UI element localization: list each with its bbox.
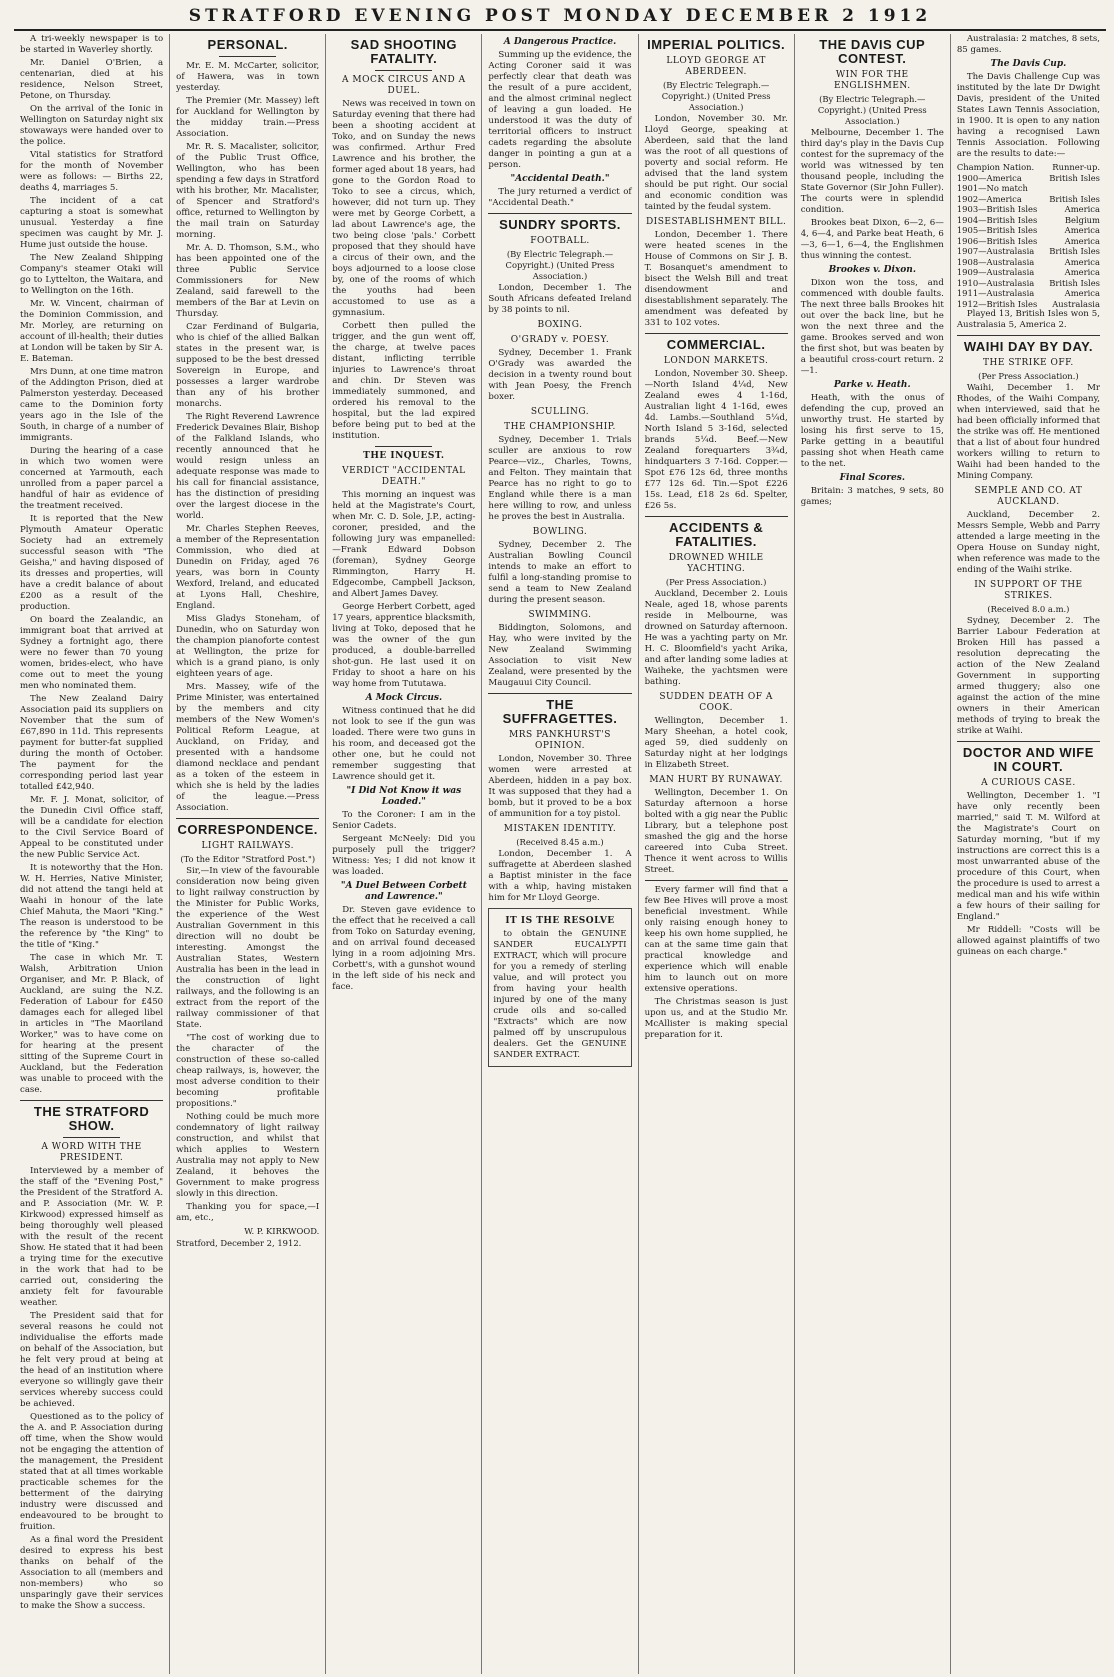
subheadline: LLOYD GEORGE AT ABERDEEN. [666, 56, 766, 77]
paragraph: Waihi, December 1. Mr Rhodes, of the Waihi Company, when interviewed, said that he had been officially informed that the strike was off. He mentioned that a list of about four hundred workers willing to return to Waihi had been handed to the Mining Company. [956, 383, 1100, 481]
table-cell: 1902—America [956, 193, 1022, 204]
subheadline: DROWNED WHILE YACHTING. [668, 553, 764, 574]
table-cell: 1906—British Isles [956, 235, 1038, 246]
paragraph: A tri-weekly newspaper is to be started in Waverley shortly. [20, 34, 164, 55]
headline-shooting-fatality: SAD SHOOTING FATALITY. [350, 37, 458, 66]
table-row [957, 225, 1100, 236]
letter-date: Stratford, December 2, 1912. [176, 1238, 302, 1248]
table-cell: America [1064, 256, 1100, 267]
headline-imperial-politics: IMPERIAL POLITICS. [647, 37, 786, 52]
paragraph: During the hearing of a case in which two women were concerned at Yarmouth, each unrolled from a paper parcel a handful of hair as evidence of the treatment received. [20, 446, 164, 511]
column-1 [14, 34, 170, 1674]
paragraph: London, December 1. The South Africans defeated Ireland by 38 points to nil. [488, 283, 632, 315]
divider [645, 333, 788, 334]
paragraph: Sydney, December 2. The Australian Bowling Council intends to make an effort to fulfil a long-standing promise to send a team to New Zealand during the present season. [488, 540, 632, 605]
column-3 [326, 34, 482, 1674]
paragraph: London, November 30. Mr. Lloyd George, speaking at Aberdeen, said that the land was the root of all questions of poverty and social reform. He advised that the land system should be put right. Our social and economic condition was tainted by the feudal system. [644, 114, 788, 212]
editor-note: (To the Editor "Stratford Post.") [180, 854, 316, 864]
headline-waihi: WAIHI DAY BY DAY. [963, 339, 1093, 354]
table-cell: British Isles [1049, 193, 1100, 204]
paragraph: The President said that for several reasons he could not individualise the efforts made on behalf of the Association, but he felt very proud at being at the head of an institution where everyone so willingly gave their services whereby success could be achieved. [20, 1311, 164, 1409]
headline-doctor-wife: DOCTOR AND WIFE IN COURT. [962, 745, 1094, 774]
paragraph: Questioned as to the policy of the A. and P. Association during off time, when the Show would not be engaging the attention of the management, the President stated that at all times workable practicable schemes for the betterment of the dairying industry were discussed and endeavoured to be brought to fruition. [20, 1412, 164, 1532]
table-row [957, 267, 1100, 278]
paragraph: Australasia: 2 matches, 8 sets, 85 games. [956, 34, 1100, 55]
received-note: (Received 8.45 a.m.) [516, 837, 604, 847]
table-row [957, 183, 1100, 194]
table-header: Runner-up. [1052, 162, 1100, 172]
table-cell: 1900—America [956, 172, 1022, 183]
crosshead: "I Did Not Know it was Loaded." [346, 786, 462, 807]
credit: (Per Press Association.) [665, 577, 767, 587]
table-cell: 1911—Australasia [956, 288, 1035, 298]
headline-suffragettes: THE SUFFRAGETTES. [502, 697, 618, 726]
column-7 [951, 34, 1106, 1674]
paragraph: Britain: 3 matches, 9 sets, 80 games; [800, 486, 944, 507]
table-cell: 1903—British Isles [956, 204, 1038, 214]
subheadline: FOOTBALL. [530, 236, 590, 246]
crosshead: A Mock Circus. [365, 693, 443, 703]
divider [488, 213, 631, 214]
table-cell: 1912—British Isles [956, 298, 1038, 309]
subheadline: MAN HURT BY RUNAWAY. [649, 775, 783, 785]
divider [645, 880, 788, 881]
crosshead: A Dangerous Practice. [503, 37, 617, 47]
paragraph: Played 13, British Isles won 5, Australasia 5, America 2. [956, 309, 1100, 330]
paragraph: Mr. R. S. Macalister, solicitor, of the Public Trust Office, Wellington, who has been spending a few days in Stratford with his brother, Mr. Macalister, of Spencer and Stratford's office, returned to Wellington by the mail train on Saturday morning. [176, 142, 320, 240]
paragraph: Mr. F. J. Monat, solicitor, of the Dunedin Civil Office staff, will be a candidate for election to the Civil Service Board of Appeal to be constituted under the new Public Service Act. [20, 795, 164, 860]
subheadline: LIGHT RAILWAYS. [201, 841, 294, 851]
paragraph: Sydney, December 1. Frank O'Grady was awarded the decision in a twenty round bout with Jean Poesy, the French boxer. [488, 348, 632, 402]
table-cell: British Isles [1049, 246, 1100, 256]
table-row [957, 288, 1100, 299]
table-cell [1045, 183, 1100, 194]
paragraph: On board the Zealandic, an immigrant boat that arrived at Sydney a fortnight ago, there were no fewer than 70 young women, brides-elect, who have come out to meet the young men who nominated them. [20, 615, 164, 691]
paragraph: Melbourne, December 1. The third day's play in the Davis Cup contest for the supremacy of the world was witnessed by ten thousand people, including the State Governor (Sir John Fuller). The courts were in splendid condition. [800, 128, 944, 215]
paragraph: Dixon won the toss, and commenced with double faults. The next three balls Brookes hit out over the back line, but he won the next three and the game. Brookes served and won the first shot, but was beaten by a beautiful cross-court return. 2—1. [800, 278, 944, 376]
divider [957, 741, 1100, 742]
divider [375, 70, 432, 71]
table-cell: 1907—Australasia [956, 246, 1035, 256]
subheadline: DISESTABLISHMENT BILL. [645, 217, 787, 227]
subheadline: A CURIOUS CASE. [981, 778, 1076, 788]
subheadline: MISTAKEN IDENTITY. [503, 824, 617, 834]
paragraph: London, December 1. There were heated scenes in the House of Commons on Sir J. B. T. Bosanquet's amendment to bisect the Welsh Bill and treat disendowment and disestablishment separately. The amendment was defeated by 331 to 102 votes. [644, 230, 788, 328]
table-row [957, 173, 1100, 184]
paragraph: London, November 30. Sheep.—North Island 4¼d, New Zealand ewes 4 1-16d, Australian light 4 1-16d, ewes 4d. Lambs.—Southland 5¼d, North Island 5 3-16d, selected brands 5¼d. Beef.—New Zealand forequarters 3¾d, hindquarters 3 7-16d. Copper.—Spot £76 12s 6d, three months £77 12s 6d. Tin.—Spot £226 15s. Lead, £18 2s 6d. Spelter, £26 5s. [644, 369, 788, 511]
davis-cup-results-table [957, 162, 1100, 309]
divider [375, 446, 432, 447]
subheadline: SEMPLE AND CO. AT AUCKLAND. [974, 486, 1083, 507]
column-5 [639, 34, 795, 1674]
table-cell: 1908—Australasia [956, 256, 1035, 267]
paragraph: Auckland, December 2. Louis Neale, aged 18, whose parents reside in Melbourne, was drowned on Saturday afternoon. He was a yachting party on Mr. H. C. Bloomfield's yacht Arika, and after landing some ladies at Waiheke, the yachtsmen were bathing. [644, 589, 788, 687]
paragraph: It is reported that the New Plymouth Amateur Operatic Society had an extremely successful season with "The Geisha," and having disposed of its dresses and properties, will have a credit balance of about £200 as a result of the production. [20, 514, 164, 612]
credit: (By Electric Telegraph.—Copyright.) (United Press Association.) [817, 94, 927, 126]
advertisement [488, 908, 631, 1067]
table-cell: America [1064, 225, 1100, 235]
paragraph: Heath, with the onus of defending the cup, proved an unworthy trust. He started by losing his first serve to 15, Parke getting in a beautiful passing shot when Heath came to the net. [800, 393, 944, 469]
table-cell: British Isles [1049, 277, 1100, 288]
paragraph: It is noteworthy that the Hon. W. H. Herries, Native Minister, did not attend the tangi held at Waahi in honour of the late Chief Mahuta, the Maori "King." The reason is understood to be the reference by "the King" to the title of "King." [20, 863, 164, 950]
table-row [957, 299, 1100, 310]
table-header: Champion Nation. [956, 162, 1035, 172]
divider [63, 1137, 120, 1138]
table-header-row [957, 162, 1100, 173]
table-cell: America [1064, 288, 1100, 298]
paragraph: Interviewed by a member of the staff of the "Evening Post," the President of the Stratford A. and P. Association (Mr. W. P. Kirkwood) expressed himself as being thoroughly well pleased with the result of the recent Show. He stated that it had been a trying time for the executive in the work that had to be carried out, considering the anxiety felt for favourable weather. [20, 1166, 164, 1308]
headline-accidents: ACCIDENTS & FATALITIES. [668, 520, 764, 549]
column-6 [795, 34, 951, 1674]
table-cell: 1910—Australasia [956, 277, 1035, 288]
table-cell: 1905—British Isles [956, 225, 1038, 235]
paragraph: London, November 30. Three women were arrested at Aberdeen, hidden in a pay box. It was supposed that they had a bomb, but it proved to be a box of ammunition for a toy pistol. [488, 754, 632, 819]
credit: (By Electric Telegraph.—Copyright.) (United Press Association.) [505, 249, 615, 281]
paragraph: Mr. W. Vincent, chairman of the Dominion Commission, and Mr. Morley, are returning on account of ill-health; their duties at London will be taken by Sir A. E. Bateman. [20, 299, 164, 364]
divider [176, 818, 319, 819]
paragraph: Brookes beat Dixon, 6—2, 6—4, 6—4, and Parke beat Heath, 6—3, 6—1, 6—4, the Englishmen thus winning the contest. [800, 218, 944, 261]
paragraph: George Herbert Corbett, aged 17 years, apprentice blacksmith, living at Toko, deposed that he was the owner of the gun produced, a double-barrelled shot-gun. He last used it on Friday to shoot a hare on his way home from Tututawa. [332, 602, 476, 689]
columns [14, 34, 1106, 1674]
paragraph: On the arrival of the Ionic in Wellington on Saturday night six stowaways were handed over to the police. [20, 104, 164, 147]
paragraph: To the Coroner: I am in the Senior Cadets. [332, 810, 476, 831]
table-row [957, 278, 1100, 289]
paragraph: Wellington, December 1. "I have only recently been married," said T. M. Wilford at the Magistrate's Court on Saturday morning, "but if my instructions are correct this is a most unwarranted abuse of the procedure of this Court, when the procedure is used to arrest a medical man and his wife within a few hours of their sailing for England." [956, 791, 1100, 922]
paragraph: London, December 1. A suffragette at Aberdeen slashed a Baptist minister in the face with a whip, having mistaken him for Mr Lloyd George. [488, 849, 632, 903]
ad-headline: IT IS THE RESOLVE [505, 916, 615, 926]
subheadline: SWIMMING. [528, 610, 592, 620]
headline-sundry-sports: SUNDRY SPORTS. [499, 217, 621, 232]
table-row [957, 194, 1100, 205]
table-cell: 1901—No match [956, 183, 1028, 193]
paragraph: "The cost of working due to the character of the construction of these so-called cheap railways, is, however, the most adverse condition to their becoming profitable propositions." [176, 1033, 320, 1109]
signature: W. P. KIRKWOOD. [244, 1226, 320, 1236]
paragraph: Auckland, December 2. Messrs Semple, Webb and Parry attended a large meeting in the Opera House on Sunday night, when reference was made to the ending of the Waihi strike. [956, 510, 1100, 575]
paragraph: The jury returned a verdict of "Accidental Death." [488, 187, 632, 208]
paragraph: Mr Riddell: "Costs will be allowed against plaintiffs of two guineas on each charge." [956, 925, 1100, 957]
received-note: (Received 8.0 a.m.) [987, 604, 1070, 614]
table-cell: British Isles [1049, 172, 1100, 183]
paragraph: Czar Ferdinand of Bulgaria, who is chief of the allied Balkan states in the present war, is supposed to be the best dressed Sovereign in Europe, and possesses a larger wardrobe than any of his brother monarchs. [176, 322, 320, 409]
table-row [957, 215, 1100, 226]
paragraph: Dr. Steven gave evidence to the effect that he received a call from Toko on Saturday evening, and on arrival found deceased lying in a room adjoining Mrs. Corbett's, with a gunshot wound in the left side of his neck and face. [332, 905, 476, 992]
crosshead: Brookes v. Dixon. [828, 265, 916, 275]
subheadline: A MOCK CIRCUS AND A DUEL. [342, 75, 466, 96]
headline-commercial: COMMERCIAL. [666, 337, 766, 352]
crosshead: The Davis Cup. [990, 59, 1067, 69]
column-2 [170, 34, 326, 1674]
paragraph: Every farmer will find that a few Bee Hives will prove a most beneficial investment. While only raising enough honey to keep his own home supplied, he can at the same time gain that practical knowledge and experience which will enable him to launch out on more extensive operations. [644, 885, 788, 994]
paragraph: Mr. Daniel O'Brien, a centenarian, died at his residence, Nelson Street, Petone, on Thursday. [20, 58, 164, 101]
paragraph: This morning an inquest was held at the Magistrate's Court, when Mr. C. D. Sole, J.P., acting-coroner, presided, and the following jury was empanelled:—Frank Edward Dobson (foreman), Sydney George Rimmington, Harry H. Edgecombe, Campbell Jackson, and Albert James Davey. [332, 490, 476, 599]
subheadline: SUDDEN DEATH OF A COOK. [659, 692, 773, 713]
paragraph: Witness continued that he did not look to see if the gun was loaded. There were two guns in his room, and deceased got the other one, but he could not remember suggesting that Lawrence should get it. [332, 706, 476, 782]
subheadline: BOWLING. [532, 527, 588, 537]
paragraph: The New Zealand Shipping Company's steamer Otaki will go to Lyttelton, the Waitara, and to Wellington on the 16th. [20, 253, 164, 296]
paragraph: Mrs Dunn, at one time matron of the Addington Prison, died at Palmerston yesterday. Deceased came to the Dominion forty years ago in the Isle of the South, in charge of a number of immigrants. [20, 367, 164, 443]
paragraph: The Christmas season is just upon us, and at the Studio Mr. McAllister is making special preparation for it. [644, 997, 788, 1040]
subheadline: A WORD WITH THE PRESIDENT. [41, 1142, 142, 1163]
crosshead: "A Duel Between Corbett and Lawrence." [340, 881, 467, 902]
paragraph-list [20, 34, 163, 1096]
credit: (Per Press Association.) [978, 371, 1079, 381]
paragraph: The Davis Challenge Cup was instituted by the late Dr Dwight Davis, president of the United States Lawn Tennis Association, in 1900. It is open to any nation having a recognised Lawn Tennis Association. Following are the results to date:— [956, 72, 1100, 159]
subheadline-inquest: THE INQUEST. [363, 451, 445, 461]
subheadline: WIN FOR THE ENGLISHMEN. [833, 70, 911, 91]
paragraph: Miss Gladys Stoneham, of Dunedin, who on Saturday won the champion pianoforte contest at Wellington, the prize for which is a grand piano, is only eighteen years of age. [176, 614, 320, 679]
subheadline: SCULLING. [530, 407, 590, 417]
paragraph: Wellington, December 1. On Saturday afternoon a horse bolted with a gig near the Public Library, but a telephone post smashed the gig and the horse careered into Cuba Street. Thence it went across to Willis Street. [644, 788, 788, 875]
divider [20, 1100, 163, 1101]
paragraph: Vital statistics for Stratford for the month of November were as follows: — Births 22, deaths 4, marriages 5. [20, 150, 164, 193]
subheadline: THE STRIKE OFF. [983, 358, 1074, 368]
subheadline: BOXING. [537, 320, 583, 330]
paragraph: Mrs. Massey, wife of the Prime Minister, was entertained by the members and city members of the New Women's Political Reform League, at Auckland, on Friday, and presented with a handsome diamond necklace and pendant as a token of the esteem in which she is held by the ladies of the league.—Press Association. [176, 682, 320, 813]
subheadline: O'GRADY v. POESY. [510, 335, 610, 345]
masthead: STRATFORD EVENING POST MONDAY DECEMBER 2 1912 [14, 4, 1106, 31]
table-cell: America [1064, 235, 1100, 246]
subheadline: THE CHAMPIONSHIP. [504, 422, 616, 432]
table-row [957, 257, 1100, 268]
ad-text: to obtain the GENUINE SANDER EUCALYPTI EXTRACT, which will procure for you a remedy of sterling value, and will protect you from having your health injured by one of the many crude oils and so-called "Extracts" which are now palmed off by unscrupulous dealers. Get the GENUINE SANDER EXTRACT. [493, 929, 627, 1060]
paragraph: Mr. A. D. Thomson, S.M., who has been appointed one of the three Public Service Commissioners for New Zealand, said farewell to the members of the Bar at Levin on Thursday. [176, 243, 320, 319]
paragraph: Sydney, December 1. Trials sculler are anxious to row Pearce—viz., Charles, Towns, and Felton. They maintain that Pearce has no right to go to England while there is a man here willing to row, and unless he proves the best in Australia. [488, 435, 632, 522]
paragraph: Summing up the evidence, the Acting Coroner said it was perfectly clear that death was the result of a pure accident, and the almost criminal neglect of leaving a gun loaded. He understood it was the duty of territorial officers to instruct cadets regarding the absolute danger in pointing a gun at a person. [488, 50, 632, 170]
table-cell: 1909—Australasia [956, 267, 1035, 277]
table-cell: America [1064, 267, 1100, 277]
credit: (By Electric Telegraph.—Copyright.) (United Press Association.) [661, 80, 771, 112]
paragraph: Sydney, December 2. The Barrier Labour Federation at Broken Hill has passed a resolution deprecating the action of the New Zealand Government in supporting armed thuggery; also one against the action of the mine owners in their American methods of trying to break the strike at Waihi. [956, 616, 1100, 736]
headline-correspondence: CORRESPONDENCE. [177, 822, 318, 837]
crosshead: "Accidental Death." [510, 174, 610, 184]
table-row [957, 246, 1100, 257]
paragraph: The incident of a cat capturing a stoat is somewhat unusual. Yesterday a fine specimen was caught by Mr. J. Hume just outside the house. [20, 196, 164, 250]
table-cell: Australasia [1052, 298, 1100, 309]
column-4 [482, 34, 638, 1674]
paragraph: Biddington, Solomons, and Hay, who were invited by the New Zealand Swimming Association to visit New Zealand, were presented by the Maugauui City Council. [488, 623, 632, 688]
paragraph: Sir,—In view of the favourable consideration now being given to light railway construction by the Minister for Public Works, the experience of the West Australian Government in this direction will no doubt be interesting. Amongst the Australian States, Western Australia has been in the lead in the construction of light railways, and the following is an extract from the report of the railway commissioner of that State. [176, 866, 320, 1030]
table-cell: America [1064, 204, 1100, 214]
divider [645, 516, 788, 517]
headline-stratford-show: THE STRATFORD SHOW. [33, 1104, 150, 1133]
paragraph: As a final word the President desired to express his best thanks on behalf of the Association to all (members and non-members) who so unsparingly gave their services to make the Show a success. [20, 1535, 164, 1611]
subheadline: MRS PANKHURST'S OPINION. [509, 730, 611, 751]
paragraph: Nothing could be much more condemnatory of light railway construction, and whilst that which applies to Western Australia may not apply to New Zealand, it behoves the Government to make progress slowly in this direction. [176, 1112, 320, 1199]
subheadline: LONDON MARKETS. [663, 356, 769, 366]
paragraph: Mr. E. M. McCarter, solicitor, of Hawera, was in town yesterday. [176, 61, 320, 93]
paragraph: Thanking you for space,—I am, etc., [176, 1202, 320, 1223]
divider [957, 335, 1100, 336]
table-row [957, 204, 1100, 215]
paragraph: The New Zealand Dairy Association paid its suppliers on November that the sum of £67,890 in 11d. This represents payment for butter-fat supplied during the month of October. The payment for the corresponding period last year totalled £42,940. [20, 694, 164, 792]
divider [488, 693, 631, 694]
subheadline: IN SUPPORT OF THE STRIKES. [974, 580, 1083, 601]
paragraph: The Right Reverend Lawrence Frederick Devaines Blair, Bishop of the Falkland Islands, who recently announced that he would resign unless an adequate response was made to his call for financial assistance, has the distinction of presiding over the largest diocese in the world. [176, 412, 320, 521]
headline-davis-cup: THE DAVIS CUP CONTEST. [819, 37, 926, 66]
divider [219, 56, 276, 57]
table-cell: Belgium [1064, 214, 1100, 225]
paragraph: The Premier (Mr. Massey) left for Auckland for Wellington by the midday train.—Press Association. [176, 96, 320, 139]
crosshead: Final Scores. [839, 473, 905, 483]
crosshead: Parke v. Heath. [833, 380, 911, 390]
paragraph: Sergeant McNeely: Did you purposely pull the trigger? Witness: Yes; I did not know it was loaded. [332, 834, 476, 877]
paragraph: News was received in town on Saturday evening that there had been a shooting accident at Toko, and on Sunday the news was confirmed. Arthur Fred Lawrence and his brother, the former aged about 18 years, had gone to the Gordon Road to Toko to see a circus, which, however, did not turn up. They were met by George Corbett, a lad about Lawrence's age, the two being close 'pals.' Corbett proposed that they should have a circus of their own, and the boys adjourned to a loose close by, one of the rooms of which the youths had been accustomed to use as a gymnasium. [332, 99, 476, 318]
paragraph: The case in which Mr. T. Walsh, Arbitration Union Organiser, and Mr. P. Black, of Auckland, are suing the N.Z. Federation of Labour for £450 damages each for alleged libel in articles in "The Maoriland Worker," was to have come on for hearing at the present sitting of the Supreme Court in Auckland, but the Federation was unable to proceed with the case. [20, 953, 164, 1095]
headline-personal: PERSONAL. [207, 37, 288, 52]
paragraph: Wellington, December 1. Mary Sheehan, a hotel cook, aged 59, died suddenly on Saturday night at her lodgings in Elizabeth Street. [644, 716, 788, 770]
subheadline: VERDICT "ACCIDENTAL DEATH." [342, 466, 466, 487]
table-row [957, 236, 1100, 247]
paragraph: Corbett then pulled the trigger, and the gun went off, the charge, at twelve paces distant, inflicting terrible injuries to Lawrence's throat and chin. Dr Steven was immediately summoned, and ordered his removal to the hospital, but the lad expired before being put to bed at the institution. [332, 321, 476, 441]
paragraph: Mr. Charles Stephen Reeves, a member of the Representation Commission, who died at Dunedin on Friday, aged 76 years, was born in County Wexford, Ireland, and educated at Lyons Hall, Cheshire, England. [176, 524, 320, 611]
table-cell: 1904—British Isles [956, 214, 1038, 225]
